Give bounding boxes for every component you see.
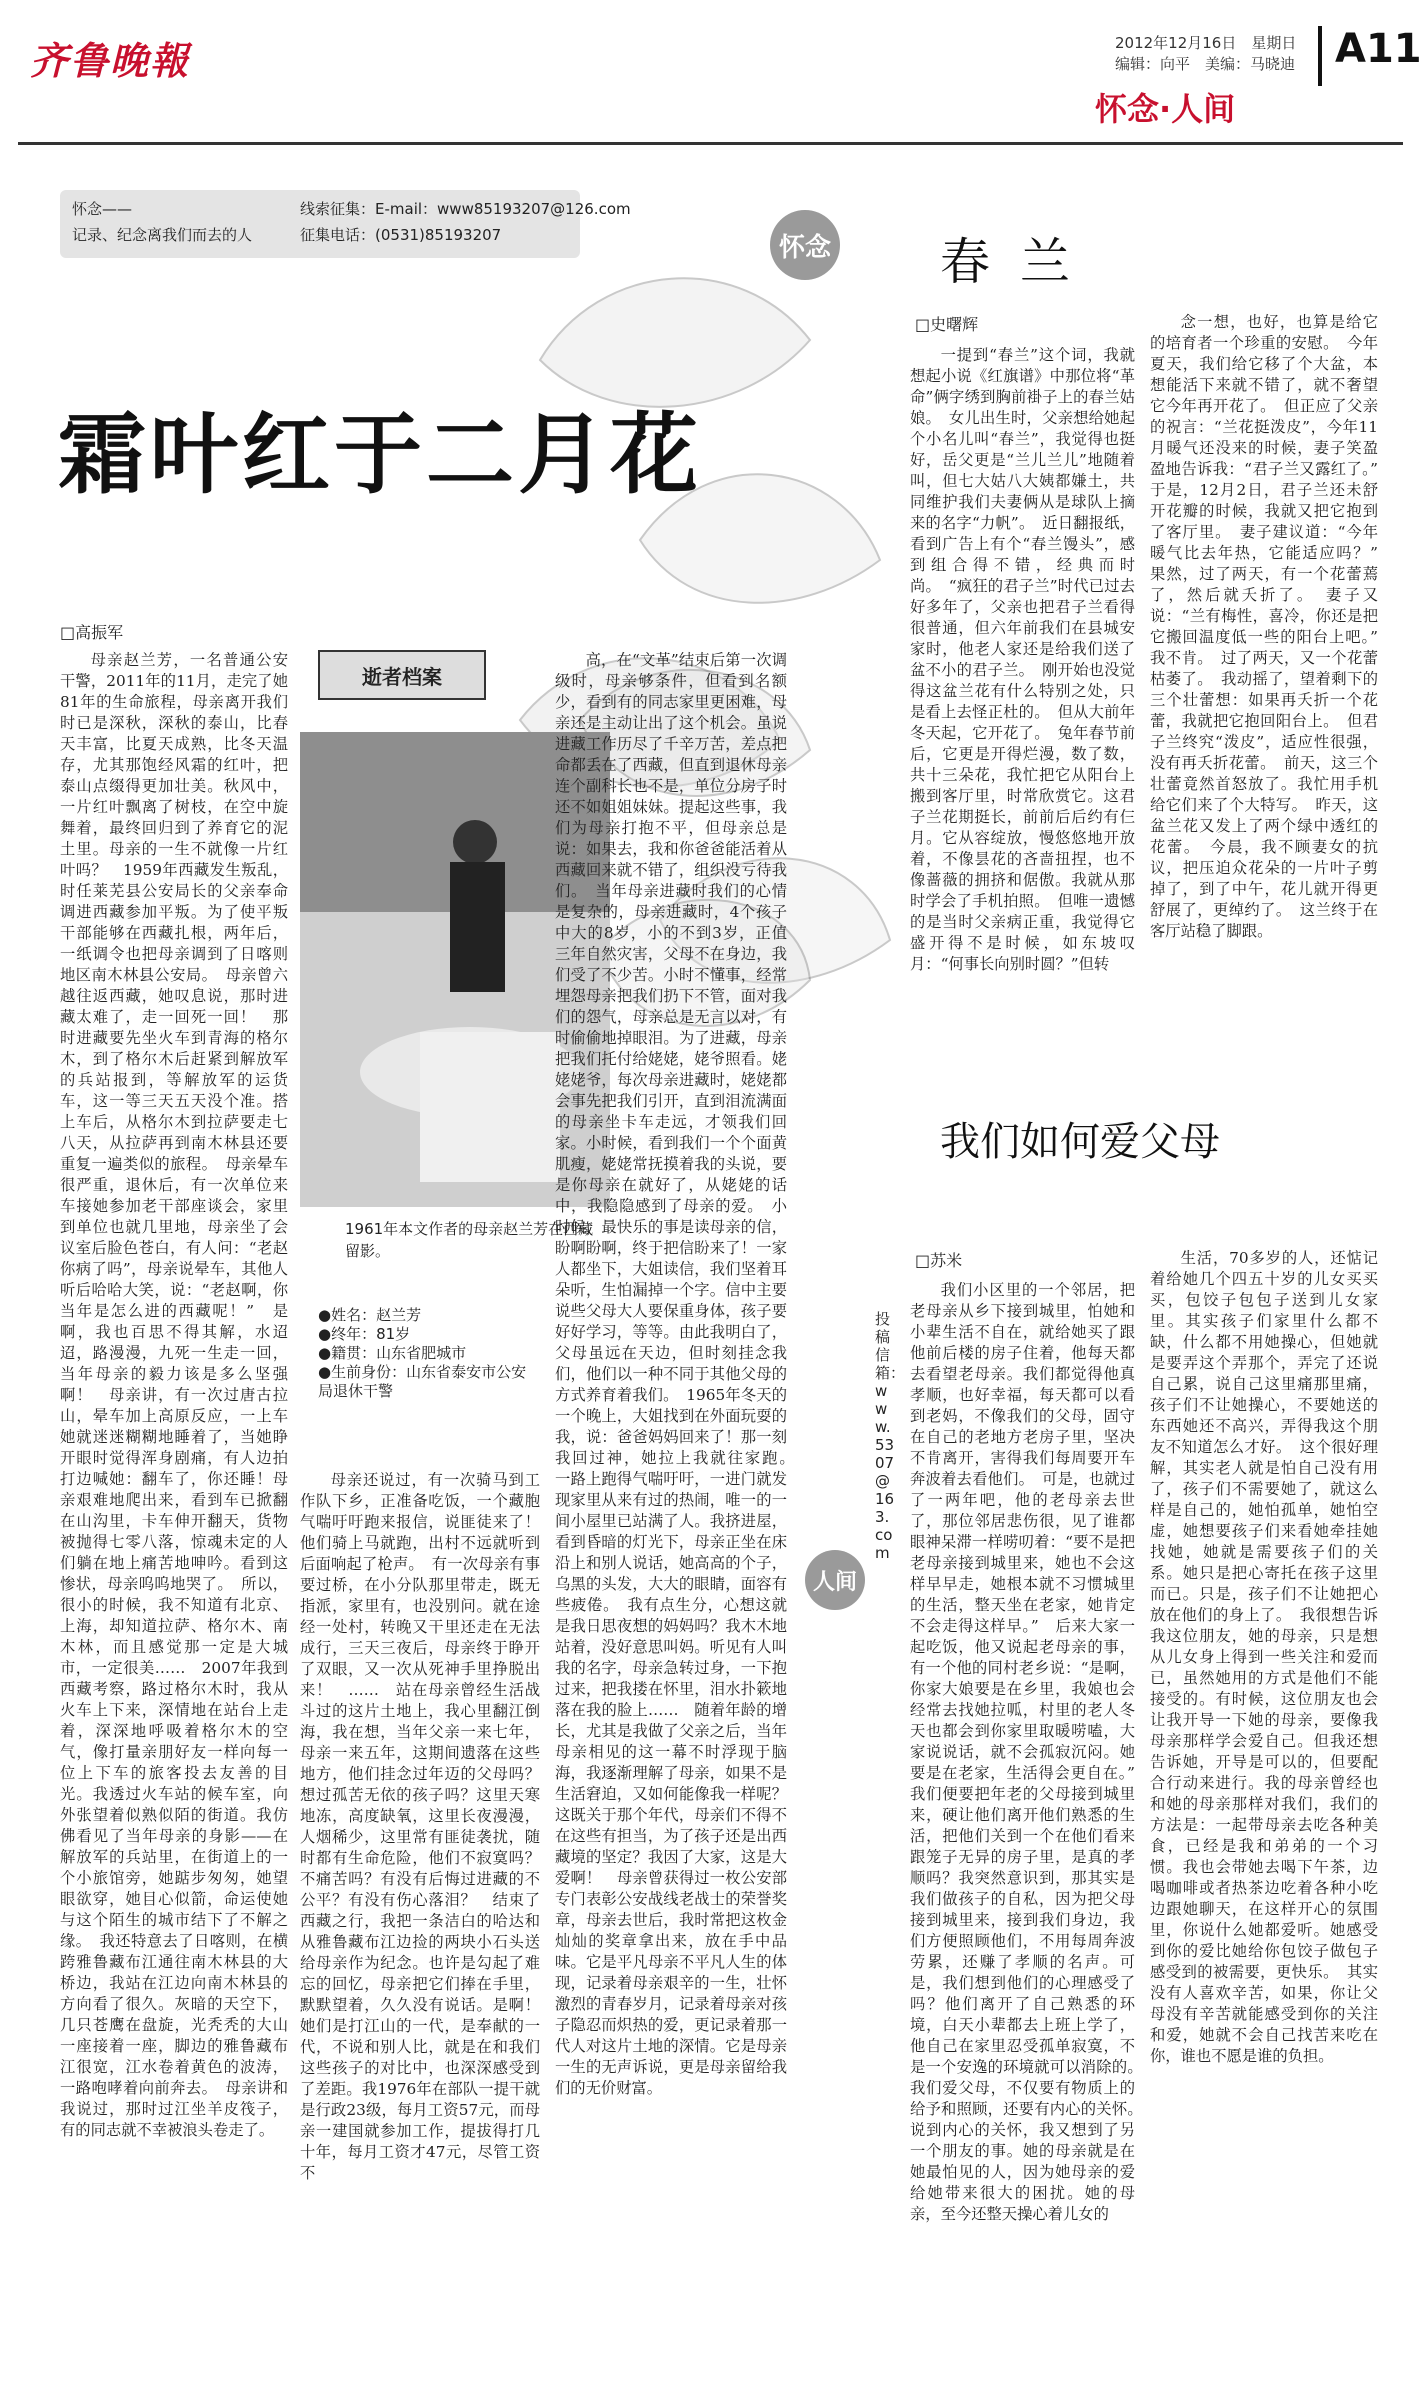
info-email: 线索征集：E-mail：www85193207@126.com xyxy=(300,200,631,218)
article-text: 高，在“文革”结束后第一次调级时，母亲够条件，但看到名额少，看到有的同志家里更困难，母亲还是主动让出了这个机会。虽说进藏工作历尽了千辛万苦，差点把命都丢在了西藏，但直到退休母亲连个副科长也不是，单位分房子时还不如姐姐妹妹。提起这些事，我们为母亲打抱不平，但母亲总是说：如果去，我和你爸爸能活着从西藏回来就不错了，组织没亏待我们。 当年母亲进藏时我们的心情是复杂的，母亲进藏时，4个孩子中大的8岁，小的不到3岁，正值三年自然灾害，父母不在身边，我们受了不少苦。小时不懂事，经常埋怨母亲把我们扔下不管，面对我们的怨气，母亲总是无言以对，有时偷偷地掉眼泪。为了进藏，母亲把我们托付给姥姥，姥爷照看。姥姥姥爷，每次母亲进藏时，姥姥都会事先把我们引开，直到泪流满面的母亲坐卡车走远，才领我们回家。小时候，看到我们一个个面黄肌瘦，姥姥常抚摸着我的头说，要是你母亲在就好了，从姥姥的话中，我隐隐感到了母亲的爱。 小时候，最快乐的事是读母亲的信，盼啊盼啊，终于把信盼来了！一家人都坐下，大姐读信，我们坚着耳朵听，生怕漏掉一个字。信中主要说些父母大人要保重身体，孩子要好好学习，等等。由此我明白了，父母虽远在天边，但时刻挂念我们，他们以一种不同于其他父母的方式养育着我们。 1965年冬天的一个晚上，大姐找到在外面玩耍的我，说：爸爸妈妈回来了！那一刻我回过神，她拉上我就往家跑。 一路上跑得气喘吁吁，一进门就发现家里从来有过的热闹，唯一的一间小屋里已站满了人。我挤进屋，看到昏暗的灯光下，母亲正坐在床沿上和别人说话，她高高的个子，乌黑的头发，大大的眼睛，面容有些疲倦。 我有点生分，心想这就是我日思夜想的妈妈吗？我木木地站着，没好意思叫妈。听见有人叫我的名字，母亲急转过身，一下抱过来，把我搂在怀里，泪水扑簌地落在我的脸上…… 随着年龄的增长，尤其是我做了父亲之后，当年母亲相见的这一幕不时浮现于脑海，我逐渐理解了母亲，如果不是生活窘迫，又如何能像我一样呢？这既关于那个年代，母亲们不得不在这些有担当，为了孩子还是出西藏境的坚定？我因了大家，这是大爱啊！ 母亲曾获得过一枚公安部专门表彰公安战线老战士的荣誉奖章，母亲去世后，我时常把这枚金灿灿的奖章拿出来，放在手中品味。它是平凡母亲不平凡人生的体现，记录着母亲艰辛的一生，壮怀激烈的青春岁月，记录着母亲对孩子隐忍而炽热的爱，更记录着那一代人对这片土地的深情。它是母亲一生的无声诉说，更是母亲留给我们的无价财富。 xyxy=(555,651,803,2097)
article-byline: □苏米 xyxy=(915,1251,963,1270)
article-text: 生活，70多岁的人，还惦记着给她几个四五十岁的儿女买买买，包饺子包包子送到儿女家里。其实孩子们家里什么都不缺，什么都不用她操心，但她就是要弄这个弄那个，弄完了还说自己累，说自己这里痛那里痛，孩子们不让她操心，不要她送的东西她还不高兴，弄得我这个朋友不知道怎么才好。 这个很好理解，其实老人就是怕自己没有用了，孩子们不需要她了，就这么样是自己的，她怕孤单，她怕空虚，她想要孩子们来看她牵挂她找她，她就是需要孩子们的关系。她只是把心寄托在孩子这里而已。只是，孩子们不让她把心放在他们的身上了。 我很想告诉我这位朋友，她的母亲，只是想从儿女身上得到一些关注和爱而已，虽然她用的方式是他们不能接受的。有时候，这位朋友也会让我开导一下她的母亲，要像我母亲那样学会爱自己。但我还想告诉她，开导是可以的，但要配合行动来进行。我的母亲曾经也和她的母亲那样对我们，我们的方法是：一起带母亲去吃各种美食，已经是我和弟弟的一个习惯。我也会带她去喝下午茶，边喝咖啡或者热茶边吃着各种小吃边跟她聊天，在这样开心的氛围里，你说什么她都爱听。她感受到你的爱比她给你包饺子做包子感受到的被需要，更快乐。 其实没有人喜欢辛苦，如果，你让父母没有辛苦就能感受到你的关注和爱，她就不会自己找苦来吃在你，谁也不愿是谁的负担。 xyxy=(1150,1249,1378,2065)
article-text: 我们小区里的一个邻居，把老母亲从乡下接到城里，怕她和小辈生活不自在，就给她买了跟他前后楼的房子住着，他每天都去看望老母亲。我们都觉得他真孝顺，也好幸福，每天都可以看到老妈，不像我们的父母，固守在自己的老地方老房子里，坚决不肯离开，害得我们每周要开车奔波着去看他们。 可是，也就过了一两年吧，他的老母亲去世了，那位邻居悲伤很，见了谁都眼神呆滞一样唠叨着：“要不是把老母亲接到城里来，她也不会这样早早走，她根本就不习惯城里的生活，整天坐在老家，她肯定不会走得这样早。” 后来大家一起吃饭，他又说起老母亲的事，有一个他的同村老乡说：“是啊，你家大娘要是在乡里，我娘也会经常去找她拉呱，村里的老人冬天也都会到你家里取暖唠嗑，大家说说话，就不会孤寂沉闷。她要是在老家，生活得会更自在。” 我们便要把年老的父母接到城里来，硬让他们离开他们熟悉的生活，把他们关到一个在他们看来跟笼子无异的房子里，是真的孝顺吗？我突然意识到，那其实是我们做孩子的自私，因为把父母接到城里来，接到我们身边，我们方便照顾他们，不用每周奔波劳累，还赚了孝顺的名声。可是，我们想到他们的心理感受了吗？他们离开了自己熟悉的环境，白天小辈都去上班上学了，他自己在家里忍受孤单寂寞，不是一个安逸的环境就可以消除的。 我们爱父母，不仅要有物质上的给予和照顾，还要有内心的关怀。 说到内心的关怀，我又想到了另一个朋友的事。她的母亲就是在她最怕见的人，因为她母亲的爱给她带来很大的困扰。她的母亲，至今还整天操心着儿女的 xyxy=(910,1281,1151,2223)
fact-age: ●终年：81岁 xyxy=(318,1325,411,1343)
header-rule xyxy=(18,142,1403,145)
section-title: 怀念·人间 xyxy=(1095,90,1236,128)
info-phone: 征集电话：(0531)85193207 xyxy=(300,226,502,244)
article-byline: □高振军 xyxy=(60,623,124,642)
submission-email: 投稿信箱：www.5307@163.com xyxy=(875,1310,906,1562)
fact-origin: ●籍贯：山东省肥城市 xyxy=(318,1344,467,1362)
page-number-bar xyxy=(1318,26,1322,86)
article-text: 母亲还说过，有一次骑马到工作队下乡，正准备吃饭，一个藏胞气喘吁吁跑来报信，说匪徒来了！他们骑上马就跑，出村不远就听到后面响起了枪声。 有一次母亲有事要过桥，在小分队那里带走，既无指派，家里有，也没别问。就在途经一处村，转晚又干里还走在无法成行，三天三夜后，母亲终于睁开了双眼，又一次从死神手里挣脱出来！ …… 站在母亲曾经生活战斗过的这片土地上，我心里翻江倒海，我在想，当年父亲一来七年，母亲一来五年，这期间遗落在这些地方，他们挂念过年迈的父母吗？想过孤苦无依的孩子吗？这里天寒地冻，高度缺氧，这里长夜漫漫，人烟稀少，这里常有匪徒袭扰，随时都有生命危险，他们不寂寞吗？不痛苦吗？有没有后悔过进藏的不公平？有没有伤心落泪？ 结束了西藏之行，我把一条洁白的哈达和从雅鲁藏布江边捡的两块小石头送给母亲作为纪念。也许是勾起了难忘的回忆，母亲把它们捧在手里，默默望着，久久没有说话。是啊！她们是打江山的一代，是奉献的一代，不说和别人比，就是在和我们这些孩子的对比中，也深深感受到了差距。我1976年在部队一提干就是行政23级，每月工资57元，而母亲一建国就参加工作，提拔得打几十年，每月工资才47元，尽管工资不 xyxy=(300,1471,540,2182)
parents-column-2 xyxy=(1150,1248,1378,2370)
chunlan-column-2 xyxy=(1150,312,1394,1040)
page-number: A11 xyxy=(1335,26,1422,72)
issue-date: 2012年12月16日 星期日 xyxy=(1115,34,1297,52)
article-title-chunlan: 春兰 xyxy=(940,233,1100,291)
article-column-1 xyxy=(60,650,288,2370)
huainian-badge: 怀念 xyxy=(770,210,840,280)
newspaper-logo: 齐鲁晚報 xyxy=(30,38,191,83)
chunlan-column-1 xyxy=(910,345,1135,1040)
article-column-3 xyxy=(555,650,803,2370)
article-text: 母亲赵兰芳，一名普通公安干警，2011年的11月，走完了她81年的生命旅程，母亲离开我们时已是深秋，深秋的泰山，比春天丰富，比夏天成熟，比冬天温存，尤其那饱经风霜的红叶，把泰山点缀得更加壮美。秋风中，一片红叶飘离了树枝，在空中旋舞着，最终回归到了养育它的泥土里。母亲的一生不就像一片红叶吗？ 1959年西藏发生叛乱，时任莱芜县公安局长的父亲奉命调进西藏参加平叛。为了使平叛干部能够在西藏扎根，两年后，一纸调令也把母亲调到了日喀则地区南木林县公安局。 母亲曾六越往返西藏，她叹息说，那时进藏太难了，走一回死一回！ 那时进藏要先坐火车到青海的格尔木，到了格尔木后赶紧到解放军的兵站报到，等解放军的运货车，这一等三天五天没个准。搭上车后，从格尔木到拉萨要走七八天，从拉萨再到南木林县还要重复一遍类似的旅程。 母亲晕车很严重，退休后，有一次单位来车接她参加老干部座谈会，家里到单位也就几里地，母亲坐了会议室后脸色苍白，有人问：“老赵你病了吗”，母亲说晕车，其他人听后哈哈大笑，说：“老赵啊，你当年是怎么进的西藏呢！” 是啊，我也百思不得其解，水迢迢，路漫漫，九死一生走一回，当年母亲的毅力该是多么坚强啊！ 母亲讲，有一次过唐古拉山，晕车加上高原反应，一上车她就迷迷糊糊地睡着了，当她睁开眼时觉得浑身剧痛，有人边拍打边喊她：翻车了，你还睡！母亲艰难地爬出来，看到车已掀翻在山沟里，卡车伸开翻天，货物被抛得七零八落，惊魂未定的人们躺在地上痛苦地呻吟。看到这惨状，母亲呜呜地哭了。 所以，很小的时候，我不知道有北京、上海，却知道拉萨、格尔木、南木林，而且感觉那一定是大城市，一定很美…… 2007年我到西藏考察，路过格尔木时，我从火车上下来，深情地在站台上走着，深深地呼吸着格尔木的空气，像打量亲朋好友一样向每一位上下车的旅客投去友善的目光。我透过火车站的候车室，向外张望着似熟似陌的街道。我仿佛看见了当年母亲的身影——在解放军的兵站里，在街道上的一个小旅馆旁，她踮步匆匆，她望眼欲穿，她目心似箭，命运使她与这个陌生的城市结下了不解之缘。 我还特意去了日喀则，在横跨雅鲁藏布江通往南木林县的大桥边，我站在江边向南木林县的方向看了很久。灰暗的天空下，几只苍鹰在盘旋，光秃秃的大山一座接着一座，脚边的雅鲁藏布江很宽，江水卷着黄色的波涛，一路咆哮着向前奔去。 母亲讲和我说过，那时过江坐羊皮筏子，有的同志就不幸被浪头卷走了。 xyxy=(60,651,288,2139)
article-text: 念一想，也好，也算是给它的培育者一个珍重的安慰。 今年夏天，我们给它移了个大盆，本想能活下来就不错了，就不奢望它今年再开花了。 但正应了父亲的祝言：“兰花挺泼皮”，今年11月暖气还没来的时候，妻子笑盈盈地告诉我：“君子兰又露红了。” 于是，12月2日，君子兰还未舒开花瓣的时候，我就又把它抱到了客厅里。 妻子建议道：“今年暖气比去年热，它能适应吗？” 果然，过了两天，有一个花蕾蔫了，然后就夭折了。 妻子又说：“兰有梅性，喜冷，你还是把它搬回温度低一些的阳台上吧。” 我不肯。 过了两天，又一个花蕾枯萎了。 我动摇了，望着剩下的三个壮蕾想：如果再夭折一个花蕾，我就把它抱回阳台上。 但君子兰终究“泼皮”，适应性很强，没有再夭折花蕾。 前天，这三个壮蕾竟然首怒放了。我忙用手机给它们来了个大特写。 昨天，这盆兰花又发上了两个绿中透红的花蕾。 今晨，我不顾妻女的抗议，把压迫众花朵的一片叶子剪掉了，到了中午，花儿就开得更舒展了，更绰约了。 这兰终于在客厅站稳了脚跟。 xyxy=(1150,313,1394,940)
article-text: 一提到“春兰”这个词，我就想起小说《红旗谱》中那位将“革命”俩字绣到胸前褂子上的春兰姑娘。 女儿出生时，父亲想给她起个小名儿叫“春兰”，我觉得也挺好，岳父更是“兰儿兰儿”地随着叫，但七大姑八大姨都嫌土，共同维护我们夫妻俩从是球队上摘来的名字“力帆”。 近日翻报纸，看到广告上有个“春兰馒头”，感到组合得不错，经典而时尚。 “疯狂的君子兰”时代已过去好多年了，父亲也把君子兰看得很普通，但六年前我们在县城安家时，他老人家还是给我们送了盆不小的君子兰。 刚开始也没觉得这盆兰花有什么特别之处，只是看上去怪正杜的。 但从大前年冬天起，它开花了。 兔年春节前后，它更是开得烂漫，数了数，共十三朵花，我忙把它从阳台上搬到客厅里，时常欣赏它。这君子兰花期挺长，前前后后约有仨月。它从容绽放，慢悠悠地开放着，不像昙花的吝啬扭捏，也不像蔷薇的拥挤和倨傲。我就从那时学会了手机拍照。 但唯一遗憾的是当时父亲病正重，我觉得它盛开得不是时候，如东坡叹月：“何事长向别时圆？”但转 xyxy=(910,346,1135,973)
editor-credits: 编辑：向平 美编：马晓迪 xyxy=(1115,55,1296,73)
fact-name: ●姓名：赵兰芳 xyxy=(318,1306,422,1324)
renjian-badge: 人间 xyxy=(805,1550,865,1610)
fact-occupation: ●生前身份：山东省泰安市公安局退休干警 xyxy=(318,1363,527,1400)
article-byline: □史曙辉 xyxy=(915,315,979,334)
info-column-desc: 记录、纪念离我们而去的人 xyxy=(72,226,253,244)
photo-caption: 1961年本文作者的母亲赵兰芳在西藏留影。 xyxy=(345,1220,594,1260)
info-column-name: 怀念—— xyxy=(72,200,133,218)
article-title-parents: 我们如何爱父母 xyxy=(940,1119,1220,1165)
deceased-facts xyxy=(318,1306,538,1401)
archive-label: 逝者档案 xyxy=(318,650,486,700)
parents-column-1 xyxy=(910,1280,1151,2370)
article-title: 霜叶红于二月花 xyxy=(58,403,703,506)
article-column-2 xyxy=(300,1470,540,2370)
